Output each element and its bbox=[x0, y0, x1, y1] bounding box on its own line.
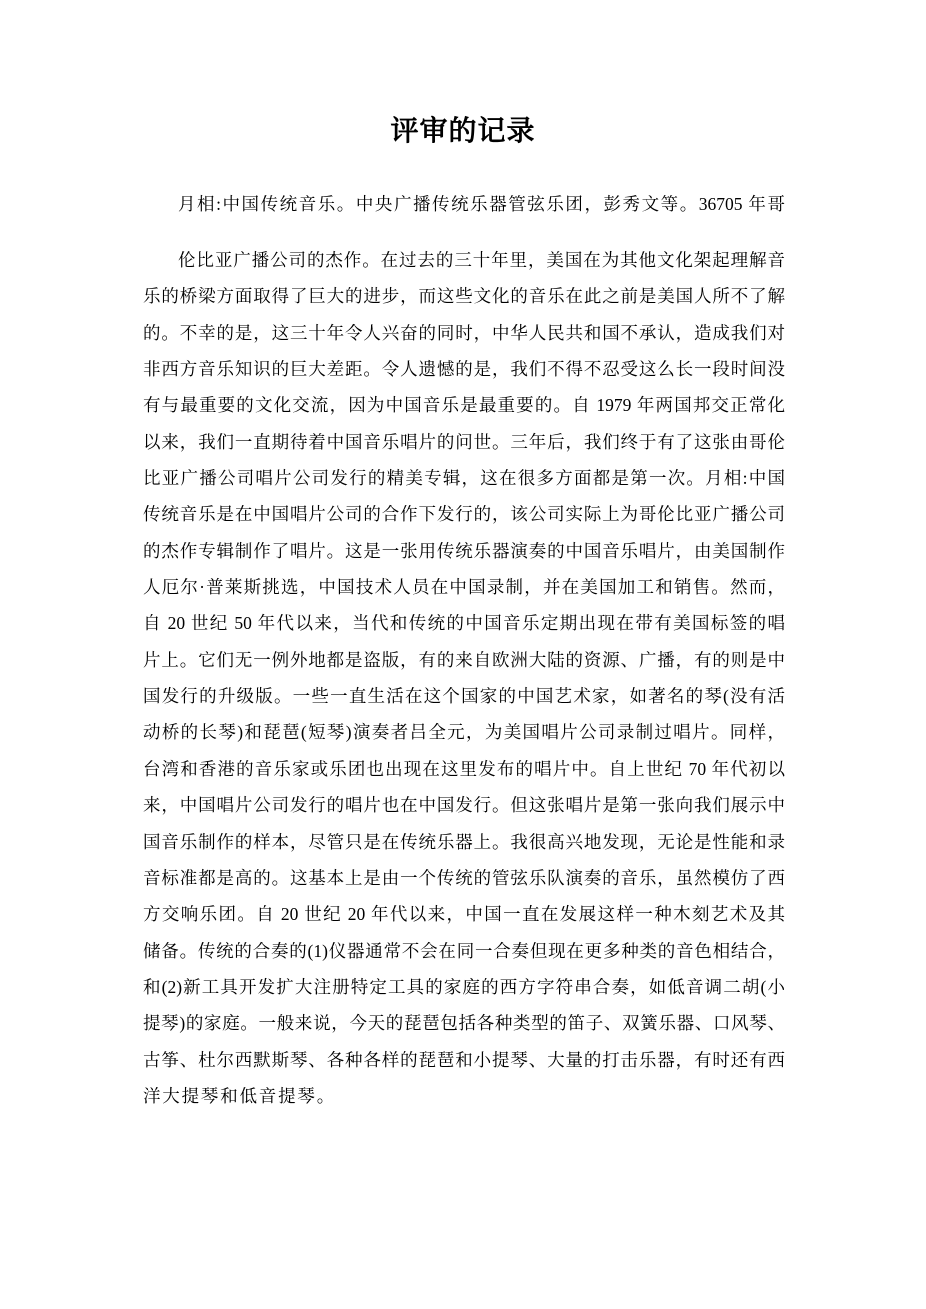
text-line: 古筝、杜尔西默斯琴、各种各样的琵琶和小提琴、大量的打击乐器，有时还有西 bbox=[143, 1049, 785, 1070]
text-line: 动桥的长琴)和琵琶(短琴)演奏者吕全元，为美国唱片公司录制过唱片。同样， bbox=[143, 722, 785, 743]
text-line: 来，中国唱片公司发行的唱片也在中国发行。但这张唱片是第一张向我们展示中 bbox=[143, 795, 785, 816]
text-line: 自 20 世纪 50 年代以来，当代和传统的中国音乐定期出现在带有美国标签的唱 bbox=[143, 613, 785, 634]
text-line: 提琴)的家庭。一般来说，今天的琵琶包括各种类型的笛子、双簧乐器、口风琴、 bbox=[143, 1013, 785, 1034]
text-line: 方交响乐团。自 20 世纪 20 年代以来，中国一直在发展这样一种木刻艺术及其 bbox=[143, 904, 785, 925]
text-line: 人厄尔·普莱斯挑选，中国技术人员在中国录制，并在美国加工和销售。然而， bbox=[143, 577, 785, 598]
text-line: 国发行的升级版。一些一直生活在这个国家的中国艺术家，如著名的琴(没有活 bbox=[143, 686, 785, 707]
text-line: 国音乐制作的样本，尽管只是在传统乐器上。我很高兴地发现，无论是性能和录 bbox=[143, 831, 785, 852]
document-title: 评审的记录 bbox=[390, 116, 536, 147]
text-line: 以来，我们一直期待着中国音乐唱片的问世。三年后，我们终于有了这张由哥伦 bbox=[143, 431, 785, 452]
text-line: 比亚广播公司唱片公司发行的精美专辑，这在很多方面都是第一次。月相:中国 bbox=[143, 468, 785, 489]
text-line: 乐的桥梁方面取得了巨大的进步，而这些文化的音乐在此之前是美国人所不了解 bbox=[143, 286, 785, 307]
text-line: 月相:中国传统音乐。中央广播传统乐器管弦乐团，彭秀文等。36705 年哥 bbox=[178, 194, 785, 214]
text-line: 储备。传统的合奏的(1)仪器通常不会在同一合奏但现在更多种类的音色相结合， bbox=[143, 940, 785, 961]
paragraph-1 bbox=[143, 186, 785, 222]
text-line: 非西方音乐知识的巨大差距。令人遗憾的是，我们不得不忍受这么长一段时间没 bbox=[143, 359, 785, 380]
paragraph-2 bbox=[143, 242, 785, 1114]
text-line: 音标准都是高的。这基本上是由一个传统的管弦乐队演奏的音乐，虽然模仿了西 bbox=[143, 867, 785, 888]
text-line: 的。不幸的是，这三十年令人兴奋的同时，中华人民共和国不承认，造成我们对 bbox=[143, 322, 785, 343]
text-line: 和(2)新工具开发扩大注册特定工具的家庭的西方字符串合奏，如低音调二胡(小 bbox=[143, 976, 785, 997]
text-line: 传统音乐是在中国唱片公司的合作下发行的，该公司实际上为哥伦比亚广播公司 bbox=[143, 504, 785, 525]
text-line: 的杰作专辑制作了唱片。这是一张用传统乐器演奏的中国音乐唱片，由美国制作 bbox=[143, 540, 785, 561]
text-line: 台湾和香港的音乐家或乐团也出现在这里发布的唱片中。自上世纪 70 年代初以 bbox=[143, 758, 785, 779]
text-line: 伦比亚广播公司的杰作。在过去的三十年里，美国在为其他文化架起理解音 bbox=[178, 250, 785, 270]
text-line: 片上。它们无一例外地都是盗版，有的来自欧洲大陆的资源、广播，有的则是中 bbox=[143, 649, 785, 670]
text-line: 洋大提琴和低音提琴。 bbox=[143, 1085, 336, 1106]
text-line: 有与最重要的文化交流，因为中国音乐是最重要的。自 1979 年两国邦交正常化 bbox=[143, 395, 785, 416]
